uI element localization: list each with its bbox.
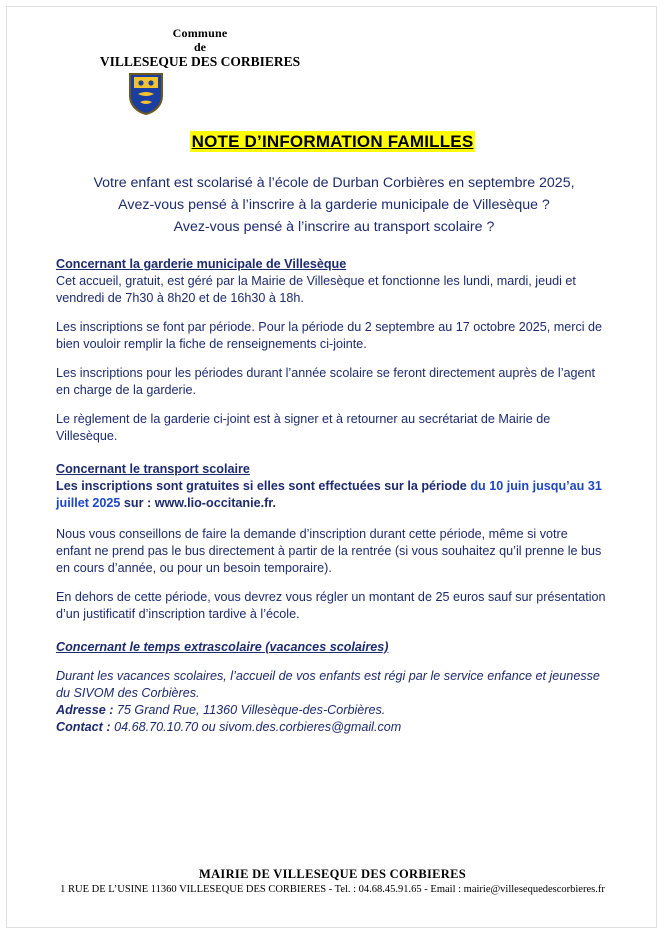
intro-block <box>56 172 612 238</box>
intro-line-2: Avez-vous pensé à l’inscrire à la garderie municipale de Villesèque ? <box>118 197 550 213</box>
transport-paragraph-2: Nous vous conseillons de faire la demande d’inscription durant cette période, même si votre enfant ne prend pas le bus directement à partir de la rentrée (si vous souhaitez qu’il prenne le bus en cours d’année, ou pour un besoin temporaire). <box>56 527 602 575</box>
extrascolaire-contact <box>56 719 606 736</box>
page-title-text: NOTE D’INFORMATION FAMILLES <box>191 132 474 151</box>
garderie-paragraph-3: Les inscriptions pour les périodes durant l’année scolaire se feront directement auprès de l’agent en charge de la garderie. <box>56 366 596 397</box>
extrascolaire-address-value: 75 Grand Rue, 11360 Villesèque-des-Corbières. <box>113 703 386 717</box>
section-heading-transport: Concernant le transport scolaire <box>56 462 250 476</box>
intro-line-3: Avez-vous pensé à l’inscrire au transport scolaire ? <box>173 219 495 235</box>
letterhead <box>0 26 400 70</box>
transport-period-highlight: du 10 juin jusqu’au 31 juillet 2025 <box>56 479 602 510</box>
transport-p1-part1: Les inscriptions sont gratuites si elles sont effectuées sur la période <box>56 479 471 493</box>
garderie-paragraph-1: Cet accueil, gratuit, est géré par la Mairie de Villesèque et fonctionne les lundi, mardi, jeudi et vendredi de 7h30 à 8h20 et de 16h30 à 18h. <box>56 274 576 305</box>
section-transport <box>56 461 606 512</box>
extrascolaire-address-label: Adresse : <box>56 703 114 717</box>
section-extrascolaire <box>56 639 606 736</box>
footer-contact-line: 1 RUE DE L’USINE 11360 VILLESEQUE DES CORBIERES - Tel. : 04.68.45.91.65 - Email : mairie@villesequedescorbieres.fr <box>60 884 605 895</box>
page-title <box>0 132 665 152</box>
intro-line-1: Votre enfant est scolarisé à l’école de Durban Corbières en septembre 2025, <box>93 175 575 191</box>
garderie-paragraph-2: Les inscriptions se font par période. Pour la période du 2 septembre au 17 octobre 2025, merci de bien vouloir remplir la fiche de renseignements ci-jointe. <box>56 320 603 351</box>
transport-paragraph-3: En dehors de cette période, vous devrez vous régler un montant de 25 euros sauf sur présentation d’un justificatif d’inscription tardive à l’école. <box>56 590 606 621</box>
extrascolaire-paragraph-1: Durant les vacances scolaires, l’accueil de vos enfants est régi par le service enfance et jeunesse du SIVOM des Corbières. <box>56 669 600 700</box>
commune-name: VILLESEQUE DES CORBIERES <box>99 54 301 69</box>
commune-label: Commune <box>172 26 228 40</box>
document-body <box>56 256 606 736</box>
commune-de-label: de <box>194 40 206 54</box>
footer-mairie-name: MAIRIE DE VILLESEQUE DES CORBIERES <box>199 867 466 881</box>
garderie-paragraph-4: Le règlement de la garderie ci-joint est à signer et à retourner au secrétariat de Mairie de Villesèque. <box>56 412 551 443</box>
section-heading-garderie: Concernant la garderie municipale de Villesèque <box>56 257 347 271</box>
extrascolaire-contact-label: Contact : <box>56 720 111 734</box>
coat-of-arms-icon <box>128 72 164 116</box>
extrascolaire-address <box>56 702 606 719</box>
transport-paragraph-1 <box>56 478 606 512</box>
transport-p1-part2: sur : www.lio-occitanie.fr. <box>120 496 276 510</box>
section-heading-extrascolaire: Concernant le temps extrascolaire (vacances scolaires) <box>56 640 389 654</box>
document-footer <box>0 866 665 897</box>
extrascolaire-contact-value: 04.68.70.10.70 ou sivom.des.corbieres@gmail.com <box>110 720 402 734</box>
